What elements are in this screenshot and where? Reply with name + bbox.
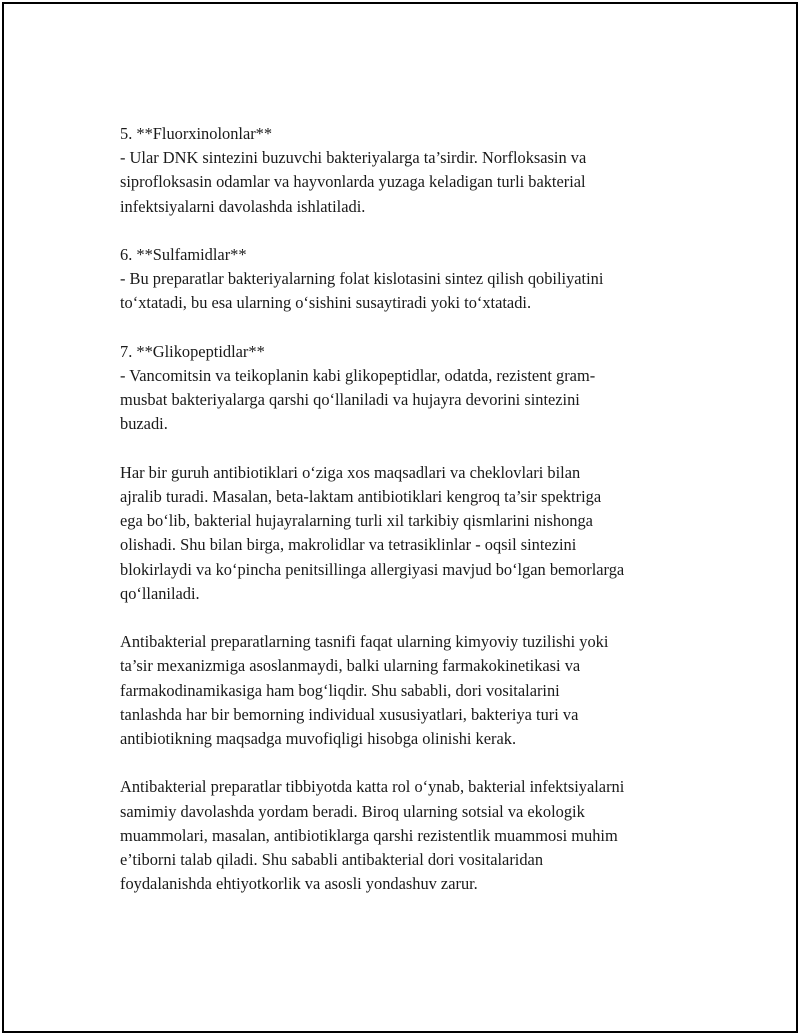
item-line: - Vancomitsin va teikoplanin kabi glikopeptidlar, odatda, rezistent gram- [120, 366, 596, 385]
paragraph-line: blokirlaydi va ko‘pincha penitsillinga allergiyasi mavjud bo‘lgan bemorlarga [120, 559, 625, 579]
paragraph-line: ajralib turadi. Masalan, beta-laktam antibiotiklari kengroq ta’sir spektriga [120, 487, 602, 506]
item-title: 5. **Fluorxinolonlar** [120, 124, 273, 143]
paragraph-line: qo‘llaniladi. [120, 583, 200, 603]
item-line: musbat bakteriyalarga qarshi qo‘llaniladi va hujayra devorini sintezini [120, 390, 580, 410]
paragraph-line: Har bir guruh antibiotiklari o‘ziga xos maqsadlari va cheklovlari bilan [120, 462, 581, 482]
paragraph-line: samimiy davolashda yordam beradi. Biroq ularning sotsial va ekologik [120, 801, 585, 821]
paragraph-line: muammolari, masalan, antibiotiklarga qarshi rezistentlik muammosi muhim [120, 825, 618, 845]
item-line: infektsiyalarni davolashda ishlatiladi. [120, 196, 366, 216]
item-line: siprofloksasin odamlar va hayvonlarda yuzaga keladigan turli bakterial [120, 172, 586, 192]
paragraph-line: ta’sir mexanizmiga asoslanmaydi, balki ularning farmakokinetikasi va [120, 656, 581, 676]
item-line: to‘xtatadi, bu esa ularning o‘sishini susaytiradi yoki to‘xtatadi. [120, 293, 532, 313]
paragraph-line: tanlashda har bir bemorning individual xususiyatlari, bakteriya turi va [120, 704, 579, 724]
paragraph-line: Antibakterial preparatlar tibbiyotda katta rol o‘ynab, bakterial infektsiyalarni [120, 777, 625, 797]
paragraph-groups [120, 461, 680, 606]
item-line: - Bu preparatlar bakteriyalarning folat kislotasini sintez qilish qobiliyatini [120, 269, 604, 289]
paragraph-line: olishadi. Shu bilan birga, makrolidlar va tetrasiklinlar - oqsil sintezini [120, 535, 577, 555]
item-title: 7. **Glikopeptidlar** [120, 341, 265, 361]
paragraph-conclusion [120, 775, 680, 896]
paragraph-classification [120, 630, 680, 751]
item-title: 6. **Sulfamidlar** [120, 245, 247, 264]
list-item-sulfamidlar [120, 243, 680, 316]
list-item-glikopeptidlar [120, 340, 680, 437]
document-body [120, 122, 680, 921]
paragraph-line: antibiotikning maqsadga muvofiqligi hisobga olinishi kerak. [120, 729, 517, 749]
paragraph-line: ega bo‘lib, bakterial hujayralarning turli xil tarkibiy qismlarini nishonga [120, 511, 593, 531]
paragraph-line: foydalanishda ehtiyotkorlik va asosli yondashuv zarur. [120, 874, 478, 894]
item-line: buzadi. [120, 414, 168, 434]
paragraph-line: e’tiborni talab qiladi. Shu sababli antibakterial dori vositalaridan [120, 850, 544, 870]
paragraph-line: farmakodinamikasiga ham bog‘liqdir. Shu sababli, dori vositalarini [120, 680, 560, 700]
paragraph-line: Antibakterial preparatlarning tasnifi faqat ularning kimyoviy tuzilishi yoki [120, 632, 609, 652]
document-page [2, 2, 798, 1033]
item-line: - Ular DNK sintezini buzuvchi bakteriyalarga ta’sirdir. Norfloksasin va [120, 148, 587, 168]
list-item-fluorxinolonlar [120, 122, 680, 219]
